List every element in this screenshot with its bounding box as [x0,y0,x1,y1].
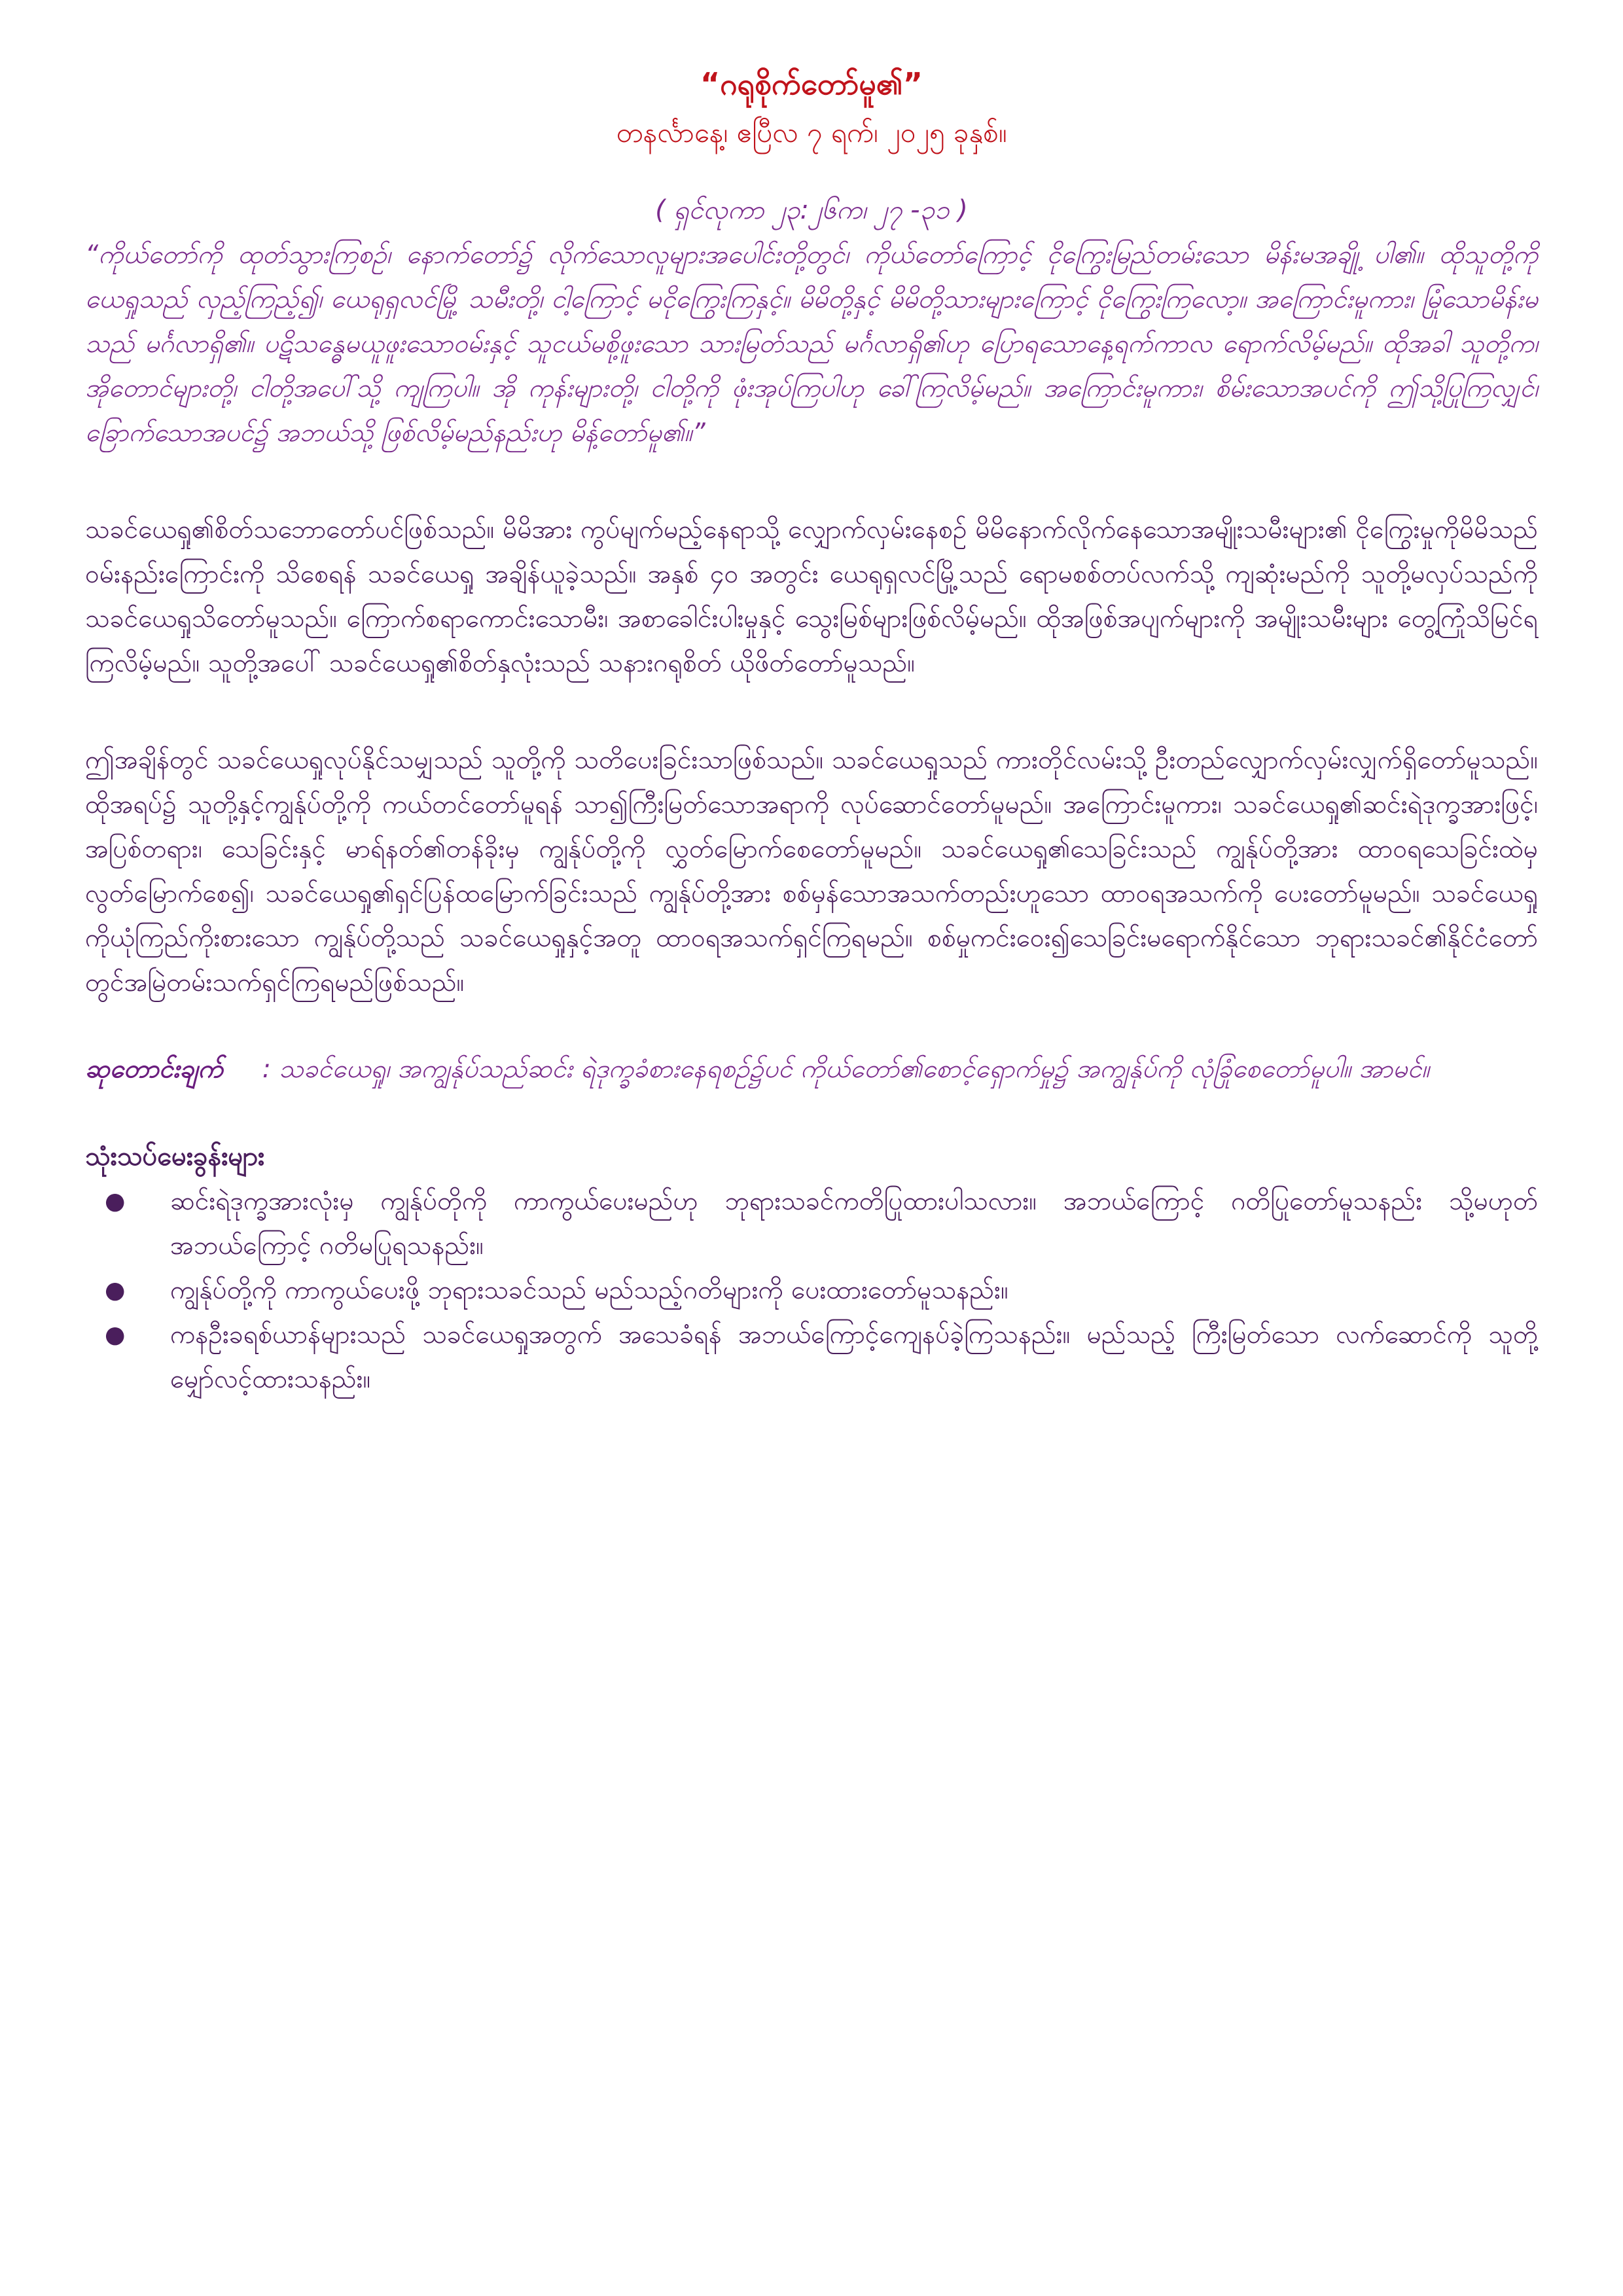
bullet-icon: ● [105,1321,126,1348]
spacer [85,1005,1538,1047]
document-page [85,59,1538,1402]
question-text: ကျွန်ုပ်တို့ကို ကာကွယ်ပေးဖို့ ဘုရားသခင်သည် မည်သည့်ဂတိများကို ပေးထားတော်မူသနည်း။ [170,1276,1008,1305]
spacer [85,1092,1538,1134]
prayer-label: ဆုတောင်းချက် [85,1054,223,1084]
spacer [85,456,1538,508]
body-paragraph-2: ဤအချိန်တွင် သခင်ယေရှုလုပ်နိုင်သမျှသည် သူတို့ကို သတိပေးခြင်းသာဖြစ်သည်။ သခင်ယေရှုသည် ကားတိုင်လမ်းသို့ ဦးတည်လျှောက်လှမ်းလျှက်ရှိတော်မူသည်။ ထိုအရပ်၌ သူတို့နှင့်ကျွန်ုပ်တို့ကို ကယ်တင်တော်မူရန် သာ၍ကြီးမြတ်သောအရာကို လုပ်ဆောင်တော်မူမည်။ အကြောင်းမူကား၊ သခင်ယေရှု၏ဆင်းရဲဒုက္ခအားဖြင့်၊ အပြစ်တရား၊ သေခြင်းနှင့် မာရ်နတ်၏တန်ခိုးမှ ကျွန်ုပ်တို့ကို လွှတ်မြောက်စေတော်မူမည်။ သခင်ယေရှု၏သေခြင်းသည် ကျွန်ုပ်တို့အား ထာဝရသေခြင်းထဲမှလွတ်မြောက်စေ၍၊ သခင်ယေရှု၏ရှင်ပြန်ထမြောက်ခြင်းသည် ကျွန်ုပ်တို့အား စစ်မှန်သောအသက်တည်းဟူသော ထာဝရအသက်ကို ပေးတော်မူမည်။ သခင်ယေရှုကိုယုံကြည်ကိုးစားသော ကျွန်ုပ်တို့သည် သခင်ယေရှုနှင့်အတူ ထာဝရအသက်ရှင်ကြရမည်။ စစ်မှုကင်းဝေး၍သေခြင်းမရောက်နိုင်သော ဘုရားသခင်၏နိုင်ငံတော်တွင်အမြဲတမ်းသက်ရှင်ကြရမည်ဖြစ်သည်။ [85,745,1538,997]
list-item [85,1179,1538,1268]
prayer-text: : သခင်ယေရှု၊ အကျွန်ုပ်သည်ဆင်း ရဲဒုက္ခခံစားနေရစဉ်၌ပင် ကိုယ်တော်၏စောင့်ရှောက်မှု၌ အကျွန်ုပ်ကို လုံခြုံစေတော်မူပါ။ အာမင်။ [262,1054,1430,1084]
devotion-title: “ဂရုစိုက်တော်မူ၏” [700,66,923,101]
prayer [85,1047,1538,1092]
body-paragraph-1: သခင်ယေရှု၏စိတ်သဘောတော်ပင်ဖြစ်သည်။ မိမိအား ကွပ်မျက်မည့်နေရာသို့ လျှောက်လှမ်းနေစဉ် မိမိနောက်လိုက်နေသောအမျိုးသမီးများ၏ ငိုကြွေးမှုကိုမိမိသည်ဝမ်းနည်းကြောင်းကို သိစေရန် သခင်ယေရှု အချိန်ယူခဲ့သည်။ အနှစ် ၄၀ အတွင်း ယေရုရှလင်မြို့သည် ရောမစစ်တပ်လက်သို့ ကျဆုံးမည်ကို သူတို့မလှပ်သည်ကို သခင်ယေရှုသိတော်မူသည်။ ကြောက်စရာကောင်းသောမီး၊ အစာခေါင်းပါးမှုနှင့် သွေးမြစ်များဖြစ်လိမ့်မည်။ ထိုအဖြစ်အပျက်များကို အမျိုးသမီးများ တွေ့ကြုံသိမြင်ရကြလိမ့်မည်။ သူတို့အပေါ် သခင်ယေရှု၏စိတ်နှလုံးသည် သနားဂရုစိတ် ယိုဖိတ်တော်မူသည်။ [85,515,1538,678]
spacer [85,686,1538,738]
bullet-icon: ● [105,1277,126,1304]
list-item [85,1313,1538,1402]
question-text: ဆင်းရဲဒုက္ခအားလုံးမှ ကျွန်ုပ်တိုကို ကာကွယ်ပေးမည်ဟု ဘုရားသခင်ကတိပြုထားပါသလား။ အဘယ်ကြောင့် ဂတိပြုတော်မူသနည်း သို့မဟုတ် အဘယ်ကြောင့် ဂတိမပြုရသနည်း။ [170,1187,1538,1261]
question-text: ကနဦးခရစ်ယာန်များသည် သခင်ယေရှုအတွက် အသေခံရန် အဘယ်ကြောင့်ကျေနပ်ခဲ့ကြသနည်း။ မည်သည့် ကြီးမြတ်သော လက်ဆောင်ကို သူတို့မျှော်လင့်ထားသနည်း။ [170,1320,1538,1394]
list-item [85,1268,1538,1313]
scripture-quote: “ကိုယ်တော်ကို ထုတ်သွားကြစဉ်၊ နောက်တော်၌ လိုက်သောလူများအပေါင်းတို့တွင်၊ ကိုယ်တော်ကြောင့် ငိုကြွေးမြည်တမ်းသော မိန်းမအချို့ ပါ၏။ ထိုသူတို့ကို ယေရှုသည် လှည့်ကြည့်၍၊ ယေရုရှလင်မြို့ သမီးတို့၊ ငါ့ကြောင့် မငိုကြွေးကြနှင့်။ မိမိတို့နှင့် မိမိတို့သားများကြောင့် ငိုကြွေးကြလော့။ အကြောင်းမူကား၊ မြုံသောမိန်းမသည် မင်္ဂလာရှိ၏။ ပဋိသန္ဓေမယူဖူးသောဝမ်းနှင့် သူငယ်မစို့ဖူးသော သားမြတ်သည် မင်္ဂလာရှိ၏ဟု ပြောရသောနေ့ရက်ကာလ ရောက်လိမ့်မည်။ ထိုအခါ သူတို့က၊ အိုတောင်များတို့၊ ငါတို့အပေါ်သို့ ကျကြပါ။ အို ကုန်းများတို့၊ ငါတို့ကို ဖုံးအုပ်ကြပါဟု ခေါ်ကြလိမ့်မည်။ အကြောင်းမူကား၊ စိမ်းသောအပင်ကို ဤသို့ပြုကြလျှင်၊ ခြောက်သောအပင်၌ အဘယ်သို့ ဖြစ်လိမ့်မည်နည်းဟု မိန့်တော်မူ၏။” [85,240,1538,448]
questions-heading: သုံးသပ်မေးခွန်းများ [85,1141,265,1172]
scripture-reference: ( ရှင်လုကာ ၂၃:၂၆က၊ ၂၇ -၃၁ ) [655,195,968,225]
bullet-icon: ● [105,1188,126,1215]
devotion-date: တနင်္လာနေ့၊ ဧပြီလ ၇ ရက်၊ ၂၀၂၅ ခုနှစ်။ [616,117,1007,149]
question-list [85,1179,1538,1402]
